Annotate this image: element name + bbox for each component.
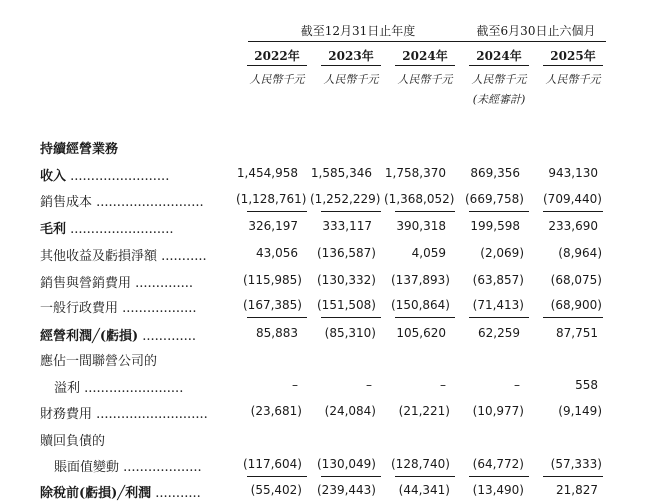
row-leader-dots: ........... — [157, 249, 207, 264]
row-value: 87,751 — [556, 326, 598, 340]
column-year-3: 2024年 — [402, 49, 448, 63]
row-leader-dots: ............. — [138, 329, 196, 344]
row-value: (24,084) — [324, 404, 376, 418]
row-value: (8,964) — [558, 246, 602, 260]
row-label-text: 毛利 — [40, 222, 67, 237]
subtotal-rule — [247, 476, 307, 477]
row-value: 21,827 — [556, 483, 598, 497]
row-value: – — [366, 378, 372, 392]
row-label-text: 賬面值變動 — [54, 460, 120, 475]
row-value: (709,440) — [543, 192, 602, 206]
row-value: 1,454,958 — [236, 166, 298, 180]
row-value: (13,490) — [472, 483, 524, 497]
row-leader-dots: .................. — [118, 301, 197, 316]
row-label-text: 財務費用 — [40, 407, 93, 422]
row-value: (136,587) — [317, 246, 376, 260]
row-leader-dots: ........................ — [80, 381, 184, 396]
row-value: (130,332) — [317, 273, 376, 287]
row-label — [40, 482, 234, 501]
row-value: (1,368,052) — [384, 192, 455, 206]
row-value: (115,985) — [243, 273, 302, 287]
row-label-text: 一般行政費用 — [40, 301, 119, 316]
row-value: 943,130 — [548, 166, 598, 180]
subtotal-rule — [469, 211, 529, 212]
group-header-year-end: 截至12月31日止年度 — [300, 24, 416, 38]
row-value: (23,681) — [250, 404, 302, 418]
row-label — [54, 456, 234, 475]
row-value: (151,508) — [317, 298, 376, 312]
section-title: 持續經營業務 — [40, 142, 119, 157]
subtotal-rule — [395, 317, 455, 318]
row-label-text: 經營利潤╱(虧損) — [40, 329, 139, 344]
row-label — [40, 297, 234, 316]
row-value: 333,117 — [322, 219, 372, 233]
row-value: (71,413) — [472, 298, 524, 312]
column-rule-5 — [543, 65, 603, 66]
column-unit-1: 人民幣千元 — [249, 73, 305, 86]
row-label-text: 應佔一間聯營公司的 — [40, 354, 158, 369]
row-value: (669,758) — [465, 192, 524, 206]
row-value: (128,740) — [391, 457, 450, 471]
row-value: 105,620 — [396, 326, 446, 340]
row-value: 1,758,370 — [384, 166, 446, 180]
subtotal-rule — [395, 211, 455, 212]
row-label-text: 溢利 — [54, 381, 81, 396]
subtotal-rule — [321, 476, 381, 477]
row-value: (150,864) — [391, 298, 450, 312]
row-label-text: 銷售與營銷費用 — [40, 276, 132, 291]
row-value: – — [440, 378, 446, 392]
row-value: (130,049) — [317, 457, 376, 471]
row-label-text: 銷售成本 — [40, 195, 93, 210]
row-value: 558 — [575, 378, 598, 392]
subtotal-rule — [543, 317, 603, 318]
row-value: (1,252,229) — [310, 192, 381, 206]
row-label — [40, 430, 234, 449]
row-label — [40, 165, 234, 184]
row-value: (57,333) — [550, 457, 602, 471]
row-value: – — [292, 378, 298, 392]
subtotal-rule — [543, 476, 603, 477]
row-leader-dots: ......................... — [66, 222, 174, 237]
row-value: (68,075) — [550, 273, 602, 287]
column-unit-3: 人民幣千元 — [397, 73, 453, 86]
subtotal-rule — [395, 476, 455, 477]
group-header-six-months: 截至6月30日止六個月 — [476, 24, 596, 38]
row-value: (1,128,761) — [236, 192, 307, 206]
row-value: (68,900) — [550, 298, 602, 312]
row-label — [40, 403, 234, 422]
subtotal-rule — [469, 317, 529, 318]
row-value: 199,598 — [470, 219, 520, 233]
row-value: (9,149) — [558, 404, 602, 418]
row-value: (21,221) — [398, 404, 450, 418]
row-value: (2,069) — [480, 246, 524, 260]
row-leader-dots: ........................... — [92, 407, 208, 422]
subtotal-rule — [247, 317, 307, 318]
row-leader-dots: .............. — [131, 276, 194, 291]
row-value: (55,402) — [250, 483, 302, 497]
row-label — [40, 325, 234, 344]
row-label-text: 收入 — [40, 169, 67, 184]
column-unit-2: 人民幣千元 — [323, 73, 379, 86]
row-value: 326,197 — [248, 219, 298, 233]
column-year-2: 2023年 — [328, 49, 374, 63]
row-value: (85,310) — [324, 326, 376, 340]
row-leader-dots: .......................... — [92, 195, 204, 210]
column-year-1: 2022年 — [254, 49, 300, 63]
row-value: – — [514, 378, 520, 392]
row-value: 62,259 — [478, 326, 520, 340]
row-value: (63,857) — [472, 273, 524, 287]
subtotal-rule — [469, 476, 529, 477]
row-leader-dots: ........... — [151, 486, 201, 501]
column-rule-2 — [321, 65, 381, 66]
row-value: (137,893) — [391, 273, 450, 287]
column-rule-3 — [395, 65, 455, 66]
row-value: (44,341) — [398, 483, 450, 497]
row-value: (239,443) — [317, 483, 376, 497]
row-label-text: 其他收益及虧損淨額 — [40, 249, 158, 264]
row-value: (10,977) — [472, 404, 524, 418]
column-rule-1 — [247, 65, 307, 66]
row-value: (117,604) — [243, 457, 302, 471]
row-label — [40, 245, 234, 264]
row-label — [40, 191, 234, 210]
column-note-4: (未經審計) — [472, 93, 526, 106]
column-unit-5: 人民幣千元 — [545, 73, 601, 86]
row-value: 869,356 — [470, 166, 520, 180]
column-rule-4 — [469, 65, 529, 66]
subtotal-rule — [321, 211, 381, 212]
group-rule-year-end — [248, 41, 468, 42]
row-label — [54, 377, 234, 396]
subtotal-rule — [247, 211, 307, 212]
row-value: 4,059 — [411, 246, 446, 260]
row-label — [40, 218, 234, 237]
row-label — [40, 272, 234, 291]
column-year-5: 2025年 — [550, 49, 596, 63]
subtotal-rule — [543, 211, 603, 212]
row-value: (167,385) — [243, 298, 302, 312]
row-value: 1,585,346 — [310, 166, 372, 180]
group-rule-six-months — [466, 41, 606, 42]
column-unit-4: 人民幣千元 — [471, 73, 527, 86]
column-year-4: 2024年 — [476, 49, 522, 63]
row-value: (64,772) — [472, 457, 524, 471]
row-leader-dots: ................... — [119, 460, 202, 475]
row-value: 43,056 — [256, 246, 298, 260]
row-label-text: 除稅前(虧損)╱利潤 — [40, 486, 152, 501]
row-label — [40, 350, 234, 369]
subtotal-rule — [321, 317, 381, 318]
row-value: 233,690 — [548, 219, 598, 233]
row-value: 390,318 — [396, 219, 446, 233]
row-leader-dots: ........................ — [66, 169, 170, 184]
row-value: 85,883 — [256, 326, 298, 340]
row-label-text: 贖回負債的 — [40, 434, 106, 449]
